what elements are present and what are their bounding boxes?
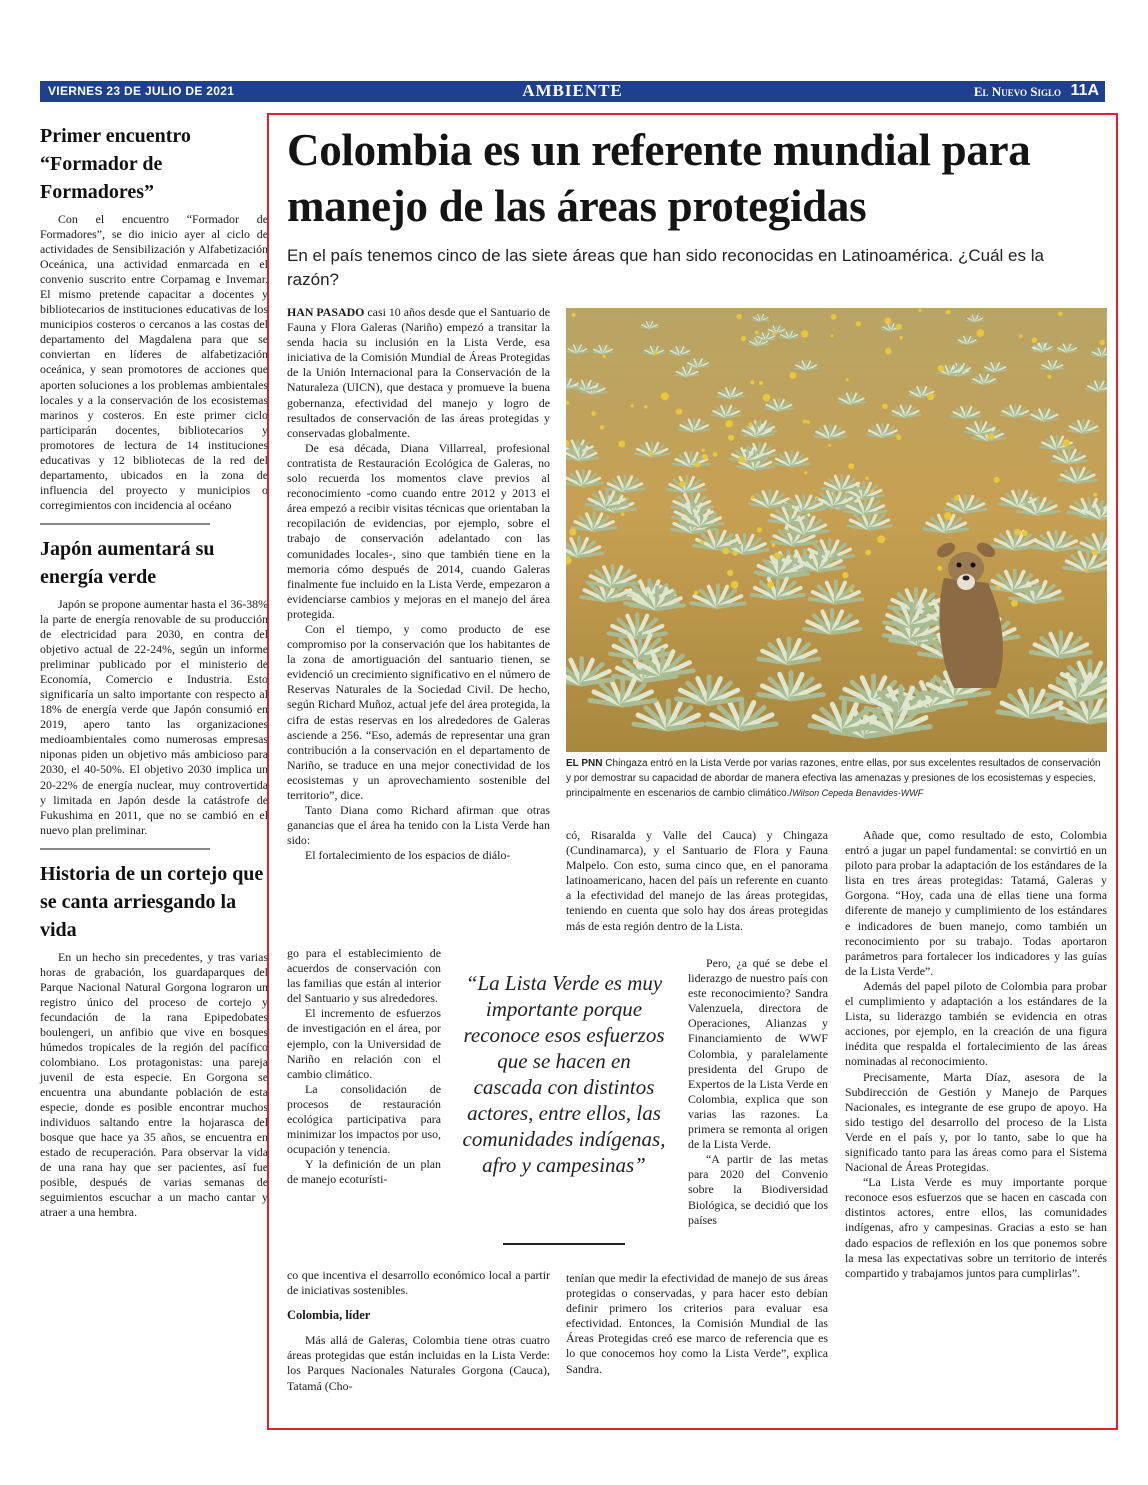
yellow-flower <box>772 543 776 547</box>
yellow-flower <box>828 444 831 447</box>
yellow-flower <box>801 330 808 337</box>
yellow-flower <box>850 589 853 592</box>
yellow-flower <box>1047 375 1051 379</box>
yellow-flower <box>621 512 625 516</box>
yellow-flower <box>732 550 737 555</box>
yellow-flower <box>806 420 809 423</box>
brief-body: Con el encuentro “Formador de Formadores”, se dio inicio ayer al ciclo de actividades de Sensibilización y Alfabetización Oceánica, una actividad enmarcada en el convenio suscrito entre Corpamag e Invemar. El mismo pretende capacitar a docentes y bibliotecarios de instituciones educativas de los municipios costeros o cercanos a las costas del departamento del Magdalena para que se conviertan en líderes de alfabetización oceánica, y sean promotores de acciones que aporten soluciones a los problemas ambientales locales y a la conservación de los ecosistemas marinos y costeros. En este primer ciclo participarán docentes, bibliotecarios y promotores de lectura de 14 instituciones educativas y 12 bibliotecas de la red del departamento, ubicados en la zona de influencia del proyecto y municipios o corregimientos con incidencia al océano <box>40 212 268 512</box>
yellow-flower <box>741 336 746 341</box>
yellow-flower <box>630 404 633 407</box>
yellow-flower <box>728 435 734 441</box>
yellow-flower <box>757 527 762 532</box>
yellow-flower <box>945 311 949 315</box>
article-subtitle: Colombia, líder <box>287 1308 371 1323</box>
article-column-4 <box>845 828 1107 1281</box>
caption-text: Chingaza entró en la Lista Verde por varias razones, entre ellas, por sus excelentes resultados de conservación y por demostrar su capacidad de abordar de manera efectiva las amenazas y presiones de los ecosistemas y especies, principalmente en escenarios de cambio climático./ <box>566 758 1101 799</box>
article-paragraph: Más allá de Galeras, Colombia tiene otras cuatro áreas protegidas que están incluidas en la Lista Verde: los Parques Nacionales Naturales Gorgona (Cauca), Tatamá (Cho- <box>287 1333 550 1393</box>
yellow-flower <box>694 591 698 595</box>
yellow-flower <box>702 454 708 460</box>
article-paragraph: Y la definición de un plan de manejo ecoturísti- <box>287 1157 441 1187</box>
article-paragraph: El incremento de esfuerzos de investigación en el área, por ejemplo, con la Universidad de Nariño en relación con el cambio climático. <box>287 1006 441 1081</box>
yellow-flower <box>896 435 901 440</box>
yellow-flower <box>831 314 837 320</box>
left-briefs-column <box>40 122 268 1221</box>
yellow-flower <box>856 321 861 326</box>
newspaper-name: El Nuevo Siglo <box>973 84 1061 99</box>
caption-lead: EL PNN <box>566 758 603 769</box>
yellow-flower <box>870 490 874 494</box>
article-column-3-bottom <box>566 1271 828 1377</box>
article-paragraph: Además del papel piloto de Colombia para probar el cumplimiento y adaptación a los estándares de la Lista, su liderazgo también se evidencia en otras acciones, por ejemplo, en la creación de una figura inédita que respalda el fortalecimiento de las áreas nominadas al reconocimiento. <box>845 978 1107 1069</box>
yellow-flower <box>884 317 891 324</box>
yellow-flower <box>701 449 704 452</box>
yellow-flower <box>938 365 945 372</box>
article-paragraph: co que incentiva el desarrollo económico local a partir de iniciativas sostenibles. <box>287 1268 550 1298</box>
yellow-flower <box>602 355 605 358</box>
yellow-flower <box>644 405 648 409</box>
yellow-flower <box>918 309 921 312</box>
article-paragraph: “A partir de las metas para 2020 del Convenio sobre la Biodiversidad Biológica, se decidió que los países <box>688 1152 828 1227</box>
article-paragraph: tenían que medir la efectividad de manejo de sus áreas protegidas o conservadas, y para hacer esto debían definir primero los criterios para evaluar esa efectividad. Entonces, la Comisión Mundial de las Áreas Protegidas creó ese marco de referencia que es lo que conocemos hoy como la Lista Verde”, explica Sandra. <box>566 1271 828 1376</box>
yellow-flower <box>1019 334 1023 338</box>
yellow-flower <box>755 331 759 335</box>
yellow-flower <box>763 394 771 402</box>
yellow-flower <box>739 456 746 463</box>
brief-title: Historia de un cortejo que se canta arriesgando la vida <box>40 862 264 941</box>
article-paragraph: Añade que, como resultado de esto, Colombia entró a jugar un papel fundamental: se convirtió en un piloto para probar la adaptación de los estándares de la lista en tres áreas protegidas: Tatamá, Galeras y Gorgona. “Hoy, cada una de ellas tiene una forma diferente de manejo y cumplimiento de los estándares e indicadores de buen manejo, como también un reconocimiento por su trabajo. Todas aportaron parámetros para fortalecer los indicadores y las guías de la Lista Verde”. <box>845 828 1107 978</box>
yellow-flower <box>954 496 959 501</box>
yellow-flower <box>772 332 776 336</box>
brief-title: Japón aumentará su energía verde <box>40 537 215 588</box>
article-paragraph <box>287 305 550 441</box>
section-name: AMBIENTE <box>522 81 623 100</box>
yellow-flower <box>996 585 1000 589</box>
article-paragraph: “La Lista Verde es muy importante porque reconoce esos esfuerzos que se hacen en cascada con distintos actores, entre ellos, las comunidades indígenas, afro y campesinas. Gracias a esto se han dado espacios de reflexión en los que ponemos sobre la mesa las expectativas sobre un territorio de interés compartido y trabajamos juntos para cumplirlas”. <box>845 1175 1107 1280</box>
yellow-flower <box>1092 549 1098 555</box>
yellow-flower <box>789 372 796 379</box>
section-header-bar <box>40 81 1105 102</box>
yellow-flower <box>1032 337 1037 342</box>
yellow-flower <box>944 512 952 520</box>
article-paragraph: có, Risaralda y Valle del Cauca) y Chingaza (Cundinamarca), y el Santuario de Flora y Fauna Malpelo. Con esto, suma cinco que, en el panorama latinoamericano, hacen del país un referente en cuanto a la efectividad del manejo de las áreas protegidas, teniendo en cuenta que solo hay dos áreas protegidas más de esta región dentro de la Lista. <box>566 828 828 933</box>
yellow-flower <box>676 408 683 415</box>
yellow-flower <box>748 422 752 426</box>
yellow-flower <box>731 581 739 589</box>
yellow-flower <box>648 451 653 456</box>
yellow-flower <box>767 581 774 588</box>
article-paragraph: De esa década, Diana Villarreal, profesional contratista de Restauración Ecológica de Galeras, no solo recuerda los momentos clave previos al reconocimiento -como cuando entre 2012 y 2013 el área empezó a recibir visitas técnicas que orientaban la recopilación de evidencias, por ejemplo, sobre el trabajo de conservación adelantado con las comunidades locales-, sino que también tiene en la memoria cómo después de 2014, cuando Galeras finalmente fue incluido en la Lista Verde, empezaron a evidenciarse cambios y mejoras en el manejo del área protegida. <box>287 440 550 621</box>
yellow-flower <box>885 348 891 354</box>
yellow-flower <box>736 314 741 319</box>
article-headline: Colombia es un referente mundial para manejo de las áreas protegidas <box>287 125 1031 231</box>
article-column-2-wide <box>287 1268 550 1394</box>
yellow-flower <box>759 381 763 385</box>
article-column-1 <box>287 305 550 863</box>
yellow-flower <box>803 420 807 424</box>
yellow-flower <box>694 462 700 468</box>
yellow-flower <box>865 476 869 480</box>
yellow-flower <box>896 324 902 330</box>
yellow-flower <box>842 572 848 578</box>
photo-credit: Wilson Cepeda Benavides-WWF <box>792 788 924 798</box>
article-paragraph: Pero, ¿a qué se debe el liderazgo de nuestro país con este reconocimiento? Sandra Valenzuela, directora de Operaciones, Alianzas y Financiamiento de WWF Colombia, y paralelamente presidenta del Grupo de Expertos de la Lista Verde en Colombia, explica que son varias las razones. La primera se remonta al origen de la Lista Verde. <box>688 956 828 1152</box>
yellow-flower <box>727 570 733 576</box>
yellow-flower <box>774 552 781 559</box>
yellow-flower <box>846 378 849 381</box>
article-photo-paramo-deer <box>566 308 1107 752</box>
yellow-flower <box>679 481 685 487</box>
article-paragraph: La consolidación de procesos de restauración ecológica participativa para minimizar los impactos por uso, ocupación y tenencia. <box>287 1081 441 1157</box>
yellow-flower <box>654 351 658 355</box>
article-column-3-narrow <box>688 956 828 1228</box>
pull-quote: “La Lista Verde es muy importante porque reconoce esos esfuerzos que se hacen en cascada con distintos actores, entre ellos, las comunidades indígenas, afro y campesinas” <box>462 971 666 1177</box>
yellow-flower <box>600 425 604 429</box>
yellow-flower <box>899 336 902 339</box>
article-subhead: En el país tenemos cinco de las siete áreas que han sido reconocidas en Latinoamérica. ¿Cuál es la razón? <box>287 246 1044 289</box>
yellow-flower <box>569 528 576 535</box>
paragraph-text: casi 10 años desde que el Santuario de Fauna y Flora Galeras (Nariño) empezó a transitar la senda hacia su inclusión en la Lista Verde, esa iniciativa de la Comisión Mundial de Áreas Protegidas de la Unión Internacional para la Conservación de la Naturaleza (UICN), que destaca y promueve la buena gobernanza, efectividad del manejo y logro de resultados de conservación de las áreas protegidas y conservadas globalmente. <box>287 305 550 440</box>
article-paragraph: El fortalecimiento de los espacios de diálo- <box>305 848 511 863</box>
issue-date: VIERNES 23 DE JULIO DE 2021 <box>48 84 235 98</box>
lead-in: HAN PASADO <box>287 305 365 319</box>
yellow-flower <box>751 495 754 498</box>
yellow-flower <box>1015 529 1021 535</box>
yellow-flower <box>830 334 833 337</box>
yellow-flower <box>994 477 1000 483</box>
article-paragraph: Con el tiempo, y como producto de ese compromiso por la conservación que los habitantes de la zona de amortiguación del santuario tienen, se evidenció un crecimiento significativo en el número de Reservas Naturales de la Sociedad Civil. De hecho, según Richard Muñoz, actual jefe del área protegida, la cifra de estas reservas en los alrededores de Galeras asciende a 256. “Eso, además de representar una gran contribución a la conservación en el departamento de Nariño, se traduce en una mejor conectividad de los ecosistemas y un aprovechamiento sostenible del territorio”, dice. <box>287 621 550 802</box>
yellow-flower <box>722 548 729 555</box>
article-paragraph: Tanto Diana como Richard afirman que otras ganancias que el área ha tenido con la Lista Verde han sido: <box>287 803 550 848</box>
photo-caption <box>566 756 1107 801</box>
divider <box>40 523 210 525</box>
yellow-flower <box>988 433 995 440</box>
yellow-flower <box>1093 493 1097 497</box>
brief-title: Primer encuentro “Formador de Formadores” <box>40 125 191 203</box>
yellow-flower <box>927 393 934 400</box>
pull-quote-rule <box>503 1243 625 1245</box>
page-number: 11A <box>1070 82 1099 99</box>
yellow-flower <box>1063 439 1070 446</box>
yellow-flower <box>1011 600 1018 607</box>
yellow-flower <box>937 566 942 571</box>
brief-body: Japón se propone aumentar hasta el 36-38% la parte de energía renovable de su producción de electricidad para 2030, en contra del objetivo actual de 22-24%, según un informe preliminar publicado por el ministerio de Economía, Comercio e Industria. Esto significaría un salto importante con respecto al 18% de energía verde que Japón consumió en 2019, apero tanto las organizaciones medioambientales como numerosas empresas niponas piden un objetivo más ambicioso para 2030, el 40-50%. El objetivo 2030 implica un 20-22% de energía nuclear, muy controvertida y limitada en Japón desde la catástrofe de Fukushima en 2011, que no se cambió en el nuevo plan preliminar. <box>40 596 268 837</box>
yellow-flower <box>848 463 854 469</box>
yellow-flower <box>1084 568 1088 572</box>
yellow-flower <box>591 411 596 416</box>
article-column-2-narrow <box>287 946 441 1188</box>
yellow-flower <box>618 441 625 448</box>
yellow-flower <box>865 550 871 556</box>
yellow-flower <box>713 452 718 457</box>
yellow-flower <box>804 471 807 474</box>
yellow-flower <box>572 313 576 317</box>
brief-body: En un hecho sin precedentes, y tras varias horas de grabación, los guardaparques del Parque Nacional Natural Gorgona lograron un registro único del proceso de cortejo y fecundación de la rana Epipedobates boulengeri, un anfibio que vive en bosques húmedos tropicales de la región del pacífico colombiano. Los protagonistas: una pareja juvenil de esta especie. En Gorgona se encuentra una abundante población de esta especie, donde es posible encontrar muchos individuos saltando entre la hojarasca del bosque que hace ya 35 años, se encuentra en estado de recuperación. Para observar la vida de una rana hay que ser pacientes, así fue posible, después de varias semanas de seguimientos escuchar a un macho cantar y atraer a una hembra. <box>40 949 268 1220</box>
yellow-flower <box>877 535 885 543</box>
yellow-flower <box>750 380 754 384</box>
yellow-flower <box>725 420 733 428</box>
article-paragraph: Precisamente, Marta Díaz, asesora de la Subdirección de Gestión y Manejo de Parques Nacionales, es integrante de ese grupo de apoyo. Ha sido testigo del desarrollo del proceso de la Lista Verde en el país y, por lo tanto, sabe lo que ha significado tanto para las áreas como para el Sistema Nacional de Áreas Protegidas. <box>845 1069 1107 1175</box>
yellow-flower <box>1022 530 1028 536</box>
yellow-flower <box>661 392 669 400</box>
yellow-flower <box>882 404 888 410</box>
yellow-flower <box>1058 312 1063 317</box>
divider <box>40 848 210 850</box>
article-column-3 <box>566 828 828 934</box>
yellow-flower <box>1100 340 1105 345</box>
yellow-flower <box>976 329 984 337</box>
yellow-flower <box>700 540 704 544</box>
article-paragraph: go para el establecimiento de acuerdos de conservación con las familias que están al interior del Santuario y sus alrededores. <box>287 946 441 1006</box>
